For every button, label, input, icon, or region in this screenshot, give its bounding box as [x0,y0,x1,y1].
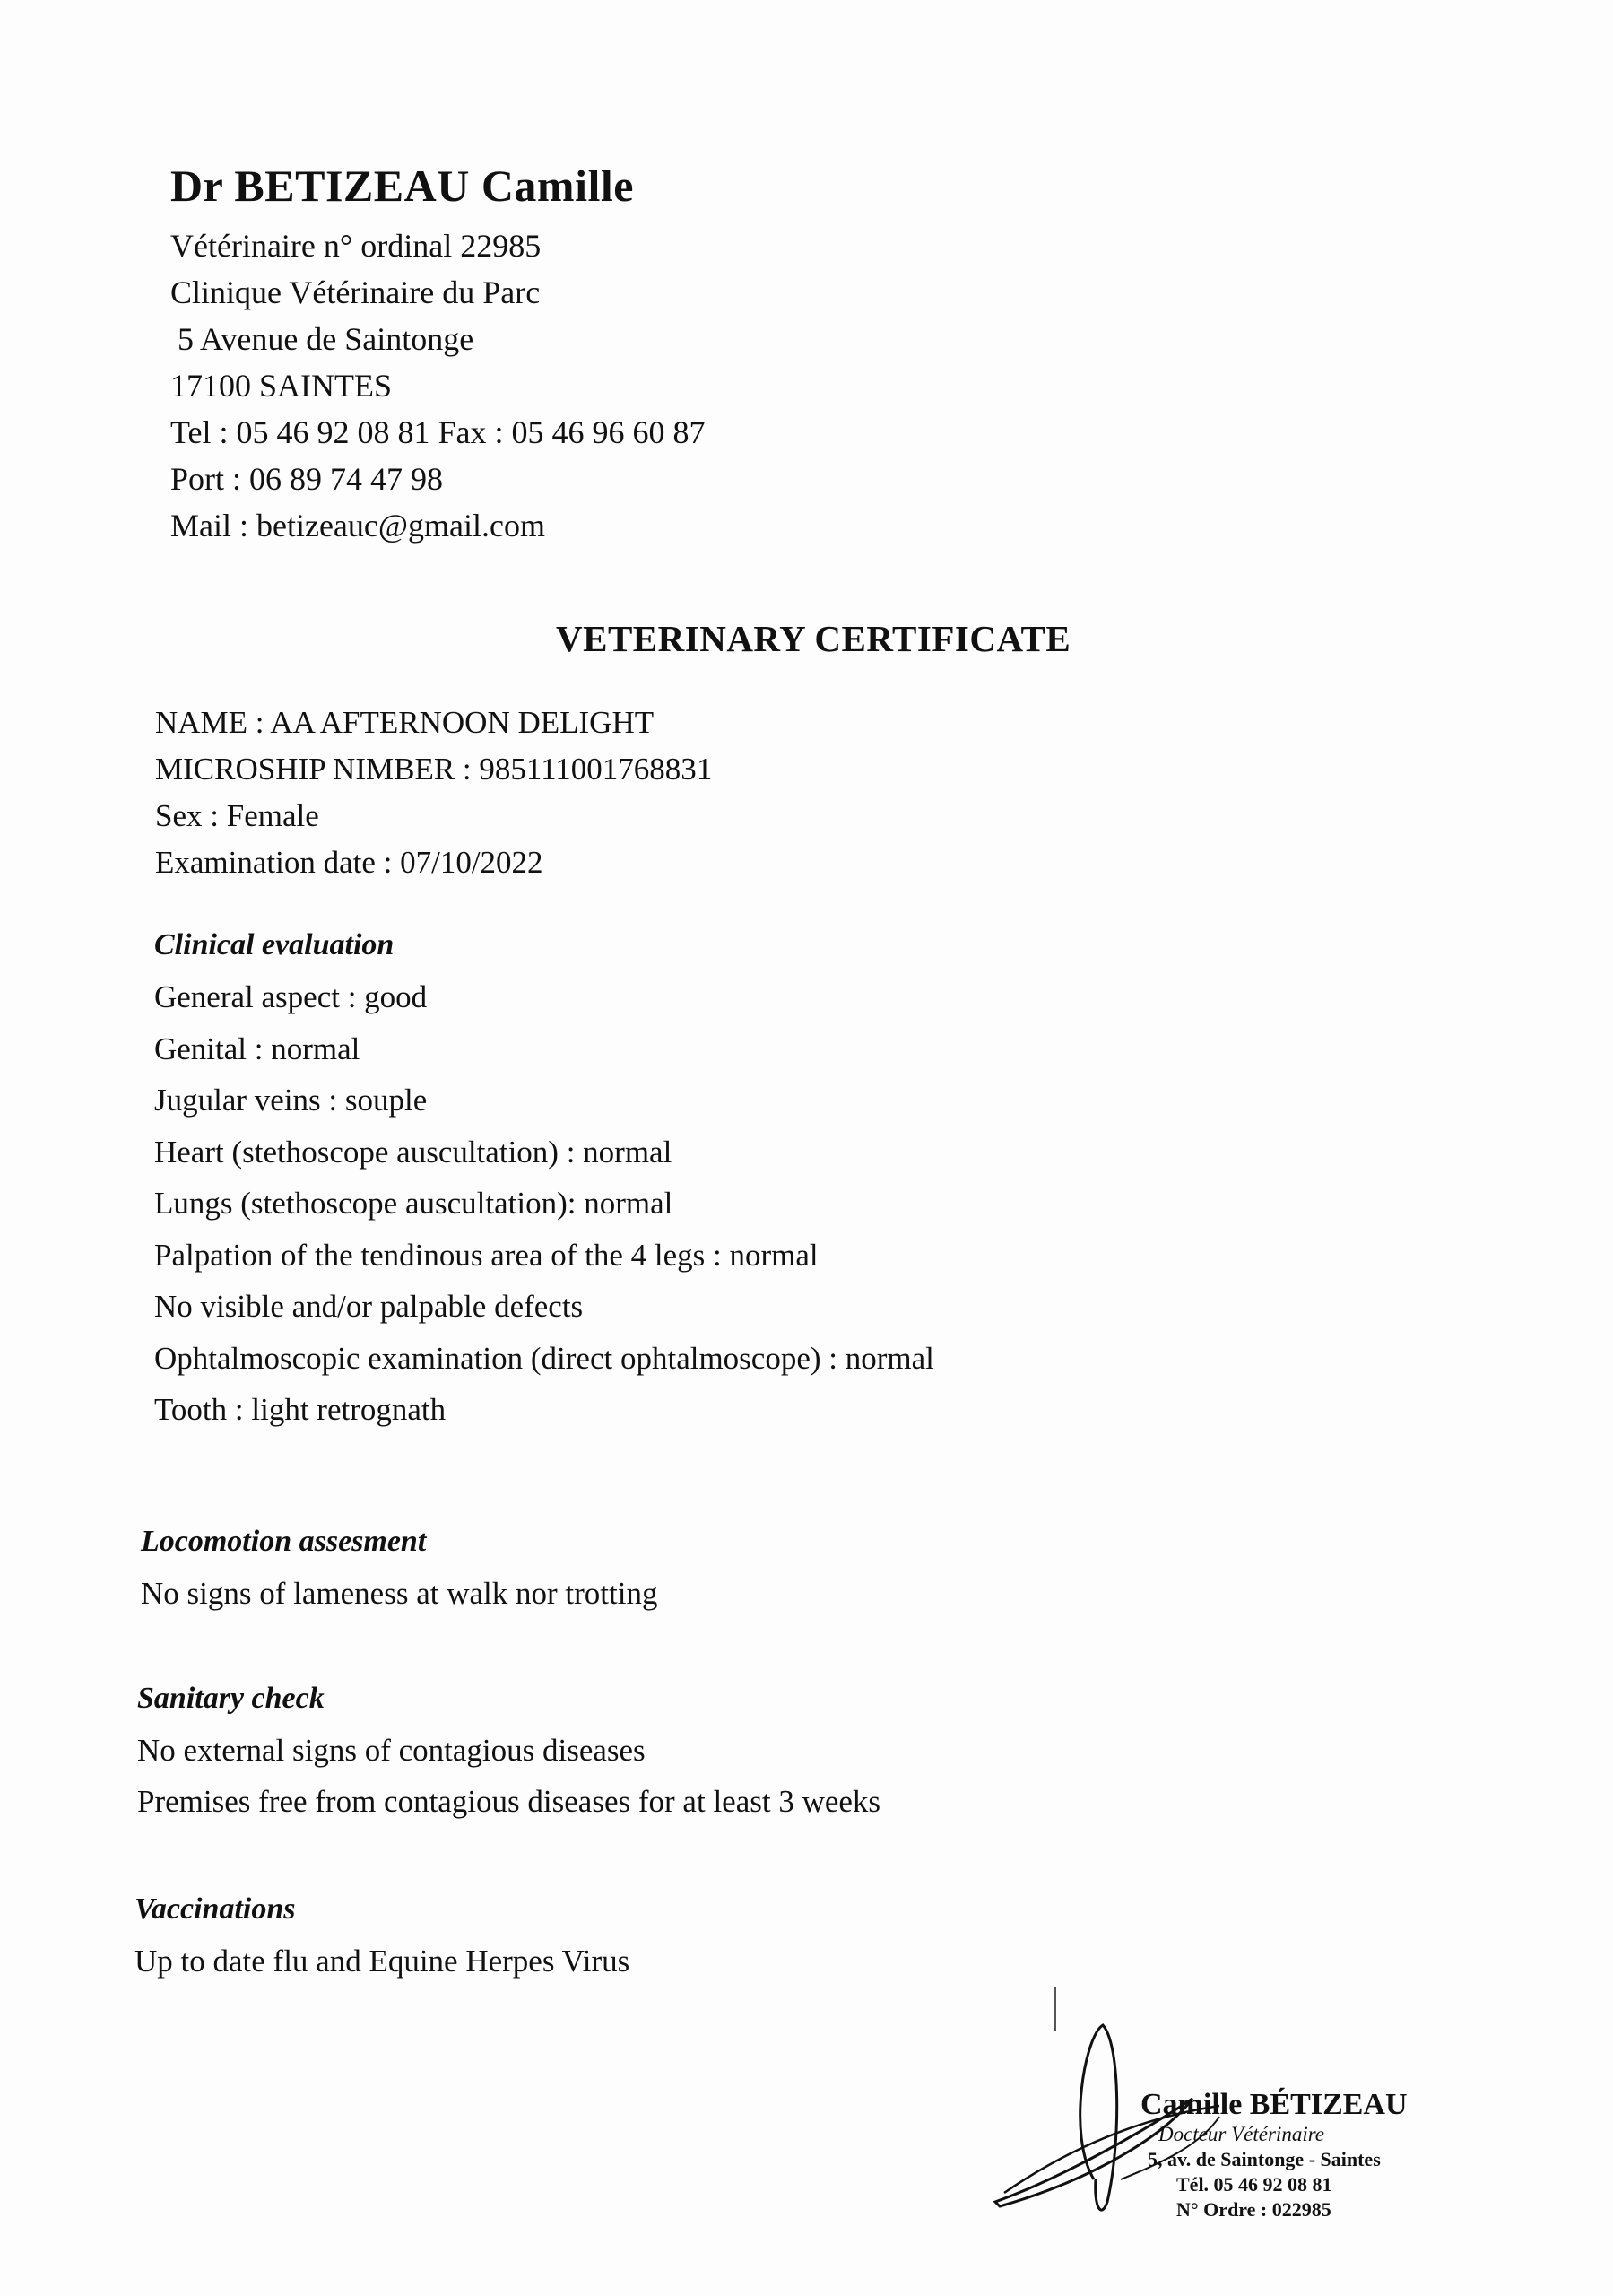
sanitary-section [137,1682,880,1827]
clinic-name: Clinique Vétérinaire du Parc [170,274,541,310]
section-title: Sanitary check [137,1682,325,1715]
examination-date: Examination date : 07/10/2022 [155,845,543,880]
clinical-item: Lungs (stethoscope auscultation): normal [154,1186,673,1221]
horse-identification [155,700,712,886]
letterhead [170,160,705,549]
email-address: Mail : betizeauc@gmail.com [170,508,546,544]
clinical-item: Jugular veins : souple [154,1083,428,1118]
section-title: Clinical evaluation [154,928,395,961]
locomotion-item: No signs of lameness at walk nor trotting [141,1576,658,1611]
stamp-phone: Tél. 05 46 92 08 81 [1176,2173,1332,2196]
vaccination-item: Up to date flu and Equine Herpes Virus [134,1944,630,1979]
horse-sex: Sex : Female [155,798,319,833]
doctor-name: Dr BETIZEAU Camille [170,161,634,211]
stamp-text [1140,2088,1408,2222]
clinical-item: Genital : normal [154,1031,360,1066]
mobile-phone: Port : 06 89 74 47 98 [170,461,444,497]
microchip-number: MICROSHIP NIMBER : 985111001768831 [155,752,713,787]
stamp-address: 5, av. de Saintonge - Saintes [1148,2148,1381,2170]
clinical-evaluation-section [154,928,934,1436]
clinical-item: General aspect : good [154,979,428,1014]
clinical-item: Heart (stethoscope auscultation) : normal [154,1134,672,1170]
clinical-item: Palpation of the tendinous area of the 4 legs : normal [154,1237,819,1273]
ordinal-number: Vétérinaire n° ordinal 22985 [170,228,542,264]
vaccinations-section [134,1892,629,1987]
phone-fax: Tel : 05 46 92 08 81 Fax : 05 46 96 60 87 [170,414,706,450]
sanitary-item: No external signs of contagious diseases [137,1733,646,1768]
section-title: Locomotion assesment [141,1525,427,1558]
locomotion-section [141,1525,657,1619]
stamp-name: Camille BÉTIZEAU [1140,2088,1408,2121]
stamp-order-number: N° Ordre : 022985 [1176,2198,1331,2221]
veterinary-stamp [986,2000,1453,2233]
stamp-title: Docteur Vétérinaire [1158,2123,1325,2145]
street-address: 5 Avenue de Saintonge [178,321,474,357]
city-address: 17100 SAINTES [170,368,393,404]
horse-name: NAME : AA AFTERNOON DELIGHT [155,705,655,740]
clinical-item: Ophtalmoscopic examination (direct ophtalmoscope) : normal [154,1340,934,1376]
sanitary-item: Premises free from contagious diseases for at least 3 weeks [137,1784,881,1819]
clinical-item: No visible and/or palpable defects [154,1289,584,1324]
clinical-item: Tooth : light retrognath [154,1392,447,1427]
certificate-title: VETERINARY CERTIFICATE [556,618,1071,659]
section-title: Vaccinations [134,1892,296,1926]
